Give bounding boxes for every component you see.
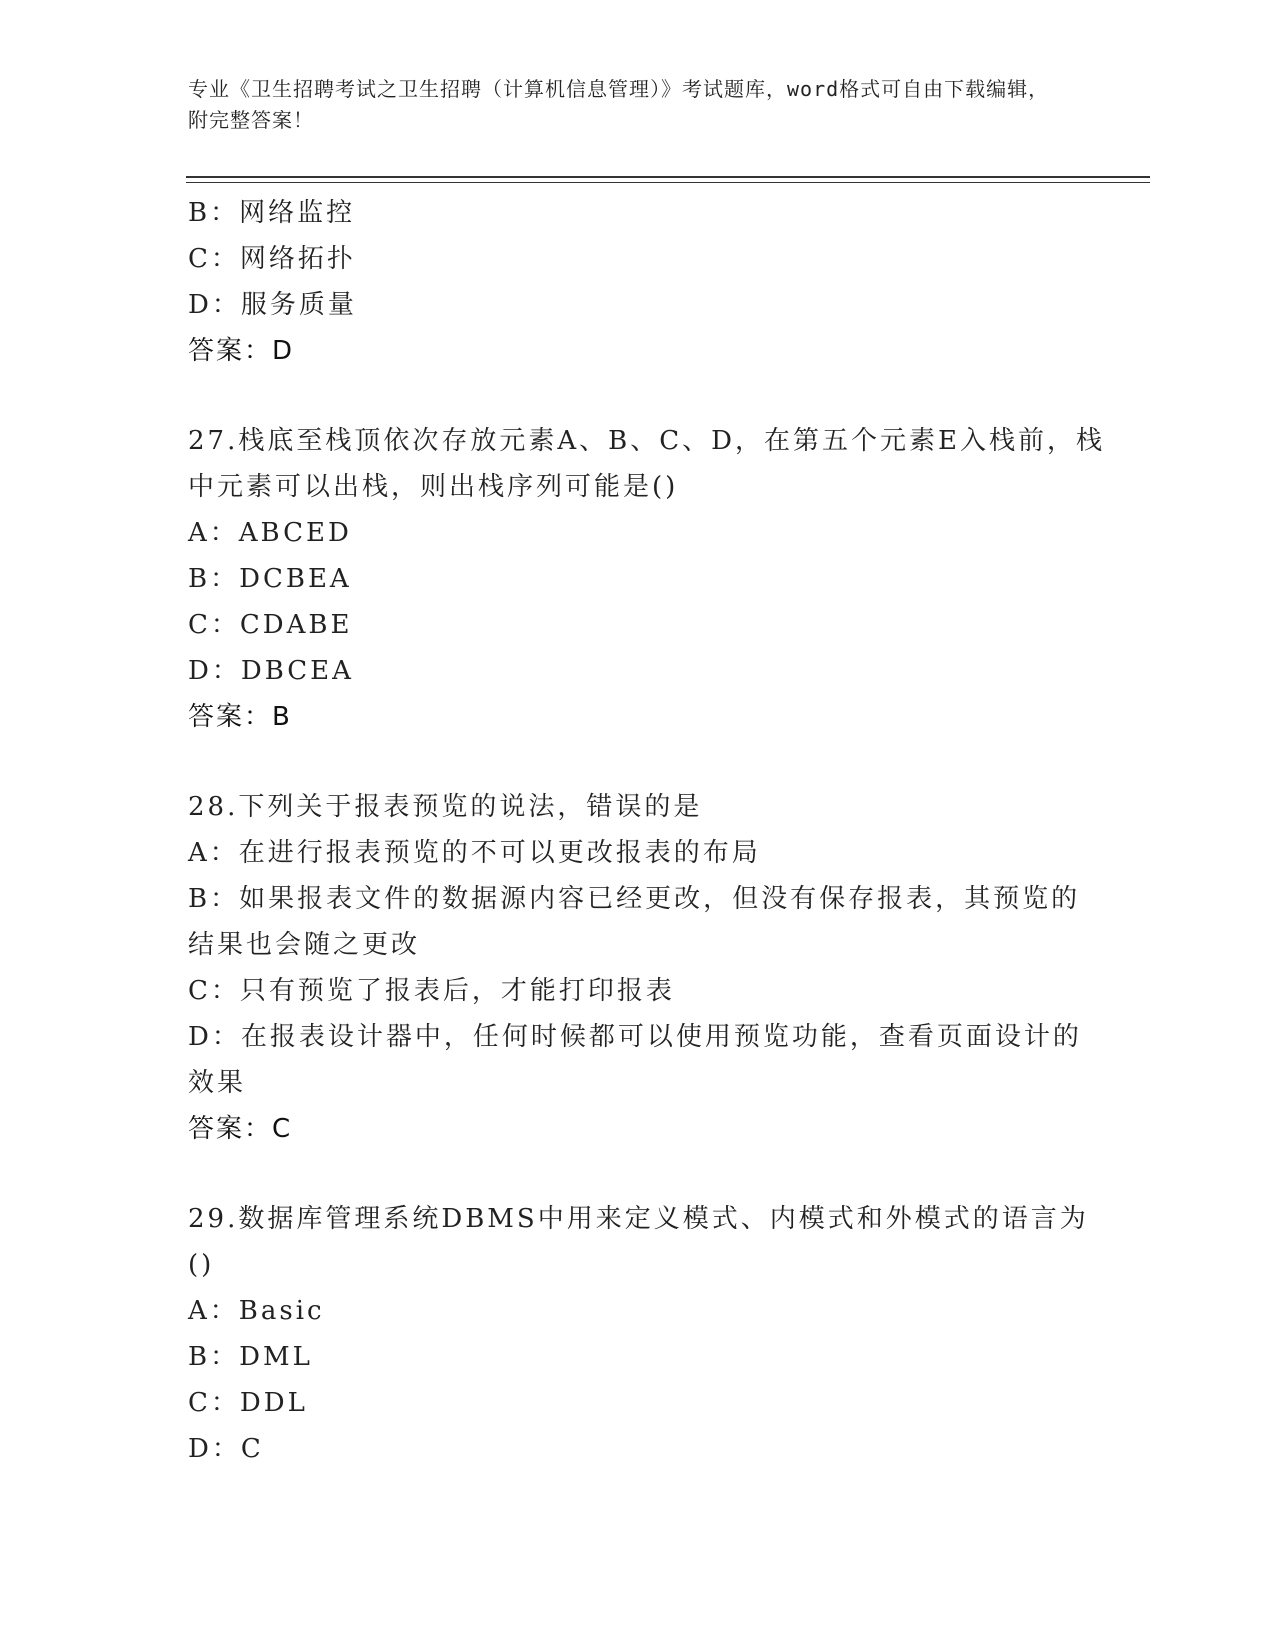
question-26-tail [188,190,1088,374]
option-a: A：Basic [188,1296,325,1326]
option-d: D：在报表设计器中，任何时候都可以使用预览功能，查看页面设计的 [188,1022,1082,1052]
page-header: 专业《卫生招聘考试之卫生招聘（计算机信息管理）》考试题库，word格式可自由下载编辑，附完整答案！ [188,77,1050,132]
question-list [188,190,1105,1472]
header-divider-thin [186,182,1150,183]
option-b: B：如果报表文件的数据源内容已经更改，但没有保存报表，其预览的 [188,884,1081,914]
spacer [188,374,1088,418]
spacer [188,1152,1088,1196]
option-c: C：DDL [188,1388,308,1418]
answer-line: 答案：B [188,702,292,732]
option-b: B：网络监控 [188,198,356,228]
answer-line: 答案：D [188,336,295,366]
question-stem: 27.栈底至栈顶依次存放元素A、B、C、D，在第五个元素E入栈前，栈 [188,426,1105,456]
option-d: D：C [188,1434,264,1464]
option-c: C：只有预览了报表后，才能打印报表 [188,976,675,1006]
option-d-cont: 效果 [188,1068,247,1098]
option-b: B：DML [188,1342,313,1372]
option-b-cont: 结果也会随之更改 [188,930,421,960]
header-divider [186,176,1150,178]
question-27 [188,418,1105,740]
option-c: C：CDABE [188,610,353,640]
option-c: C：网络拓扑 [188,244,356,274]
question-stem: 28.下列关于报表预览的说法，错误的是 [188,792,703,822]
question-28 [188,784,1088,1152]
option-b: B：DCBEA [188,564,352,594]
question-stem-cont: () [188,1250,215,1280]
option-d: D：服务质量 [188,290,357,320]
question-stem-cont: 中元素可以出栈，则出栈序列可能是() [188,472,679,502]
question-29 [188,1196,1088,1472]
option-a: A：在进行报表预览的不可以更改报表的布局 [188,838,761,868]
spacer [188,740,1088,784]
option-a: A：ABCED [188,518,352,548]
option-d: D：DBCEA [188,656,354,686]
answer-line: 答案：C [188,1114,293,1144]
question-stem: 29.数据库管理系统DBMS中用来定义模式、内模式和外模式的语言为 [188,1204,1089,1234]
